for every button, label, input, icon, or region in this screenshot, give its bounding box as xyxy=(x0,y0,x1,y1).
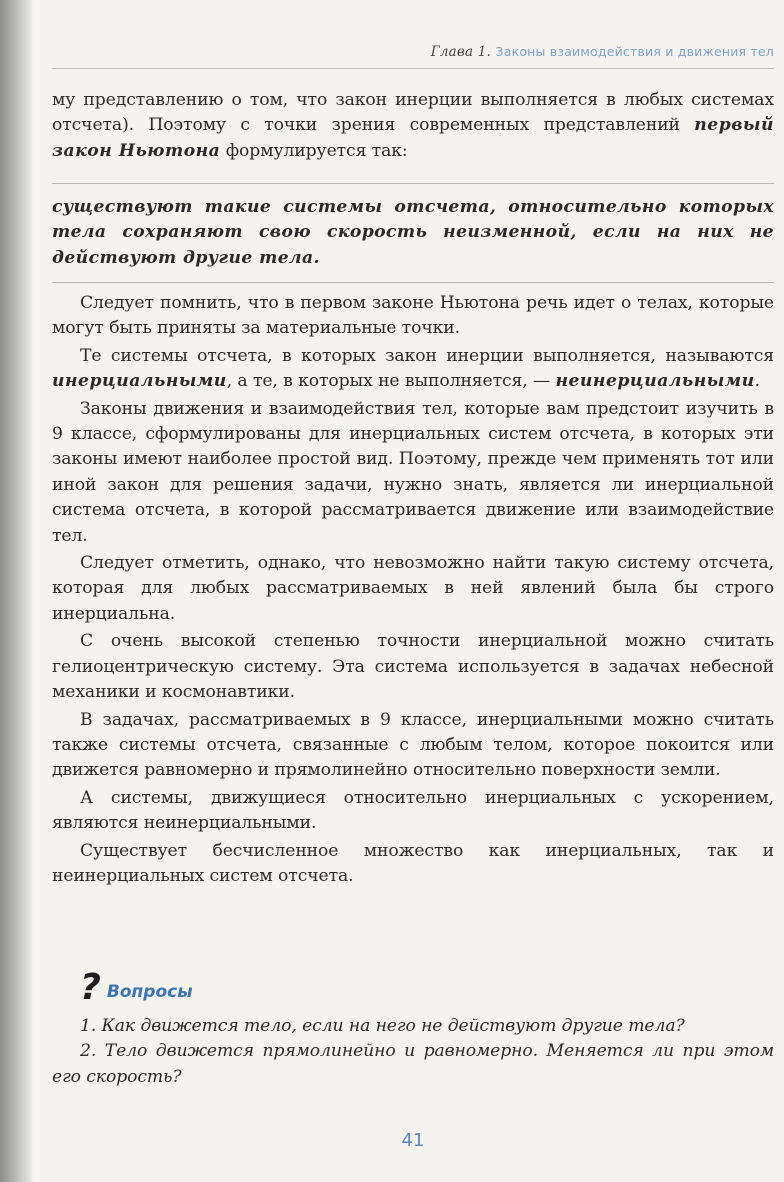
intro-text-end: формулируется так: xyxy=(220,140,408,161)
term-non-inertial: неинерциальными xyxy=(555,371,755,392)
questions-title: Вопросы xyxy=(106,982,193,1002)
intro-paragraph xyxy=(52,88,774,164)
paragraph-2-middle: , а те, в которых не выполняется, — xyxy=(226,371,556,392)
page-number: 41 xyxy=(401,1130,425,1151)
chapter-topic: Законы взаимодействия и движения тел xyxy=(495,44,774,59)
question-1: 1. Как движется тело, если на него не действуют другие тела? xyxy=(80,1016,685,1036)
paragraph-4: Следует отметить, однако, что невозможно найти такую систему отсчета, которая для любых рассматриваемых в ней явлений была бы строго инерциальна. xyxy=(52,553,774,624)
paragraph-2-start: Те системы отсчета, в которых закон инерции выполняется, называются xyxy=(80,345,774,366)
binding-gutter-shadow xyxy=(0,0,34,1182)
paragraph-2 xyxy=(52,344,774,395)
law-statement-box xyxy=(52,183,774,283)
paragraph-5: С очень высокой степенью точности инерциальной можно считать гелиоцентрическую систему. Эта система используется в задачах небесной механики и космонавтики. xyxy=(52,631,774,703)
questions-header xyxy=(80,968,193,1008)
questions-list xyxy=(52,1014,774,1090)
paragraph-7: А системы, движущиеся относительно инерциальных с ускорением, являются неинерциальными. xyxy=(52,787,774,834)
paragraph-6: В задачах, рассматриваемых в 9 классе, инерциальными можно считать также системы отсчета, связанные с любым телом, которое покоится или движется равномерно и прямолинейно относительно поверхности земли. xyxy=(52,709,774,781)
running-head xyxy=(431,44,774,60)
question-2: 2. Тело движется прямолинейно и равномерно. Меняется ли при этом его скорость? xyxy=(52,1041,774,1087)
intro-text-start: му представлению о том, что закон инерции выполняется в любых системах отсчета). Поэтому с точки зрения современных представлений xyxy=(52,90,774,136)
textbook-page xyxy=(52,36,774,1156)
term-newton-first-law: первый закон Ньютона xyxy=(52,115,774,161)
paragraph-2-end: . xyxy=(754,371,760,392)
header-rule xyxy=(52,68,774,69)
intro-section xyxy=(52,88,774,164)
paragraph-1: Следует помнить, что в первом законе Ньютона речь идет о телах, которые могут быть приняты за материальные точки. xyxy=(52,293,774,339)
question-mark-icon: ? xyxy=(80,967,101,1008)
term-inertial: инерциальными xyxy=(52,371,227,392)
chapter-label: Глава 1. xyxy=(430,44,491,60)
paragraph-8: Существует бесчисленное множество как инерциальных, так и неинерциальных систем отсчета. xyxy=(52,840,774,886)
law-statement: существуют такие системы отсчета, относительно которых тела сохраняют свою скорость неизменной, если на них не действуют другие тела. xyxy=(52,197,774,268)
paragraph-3: Законы движения и взаимодействия тел, которые вам предстоит изучить в 9 классе, сформулированы для инерциальных систем отсчета, в которых эти законы имеют наиболее простой вид. Поэтому, прежде чем применять тот или иной закон для решения задачи, нужно знать, является ли инерциальной система отсчета, в которой рассматривается движение или взаимодействие тел. xyxy=(52,398,774,546)
body-text xyxy=(52,291,774,891)
